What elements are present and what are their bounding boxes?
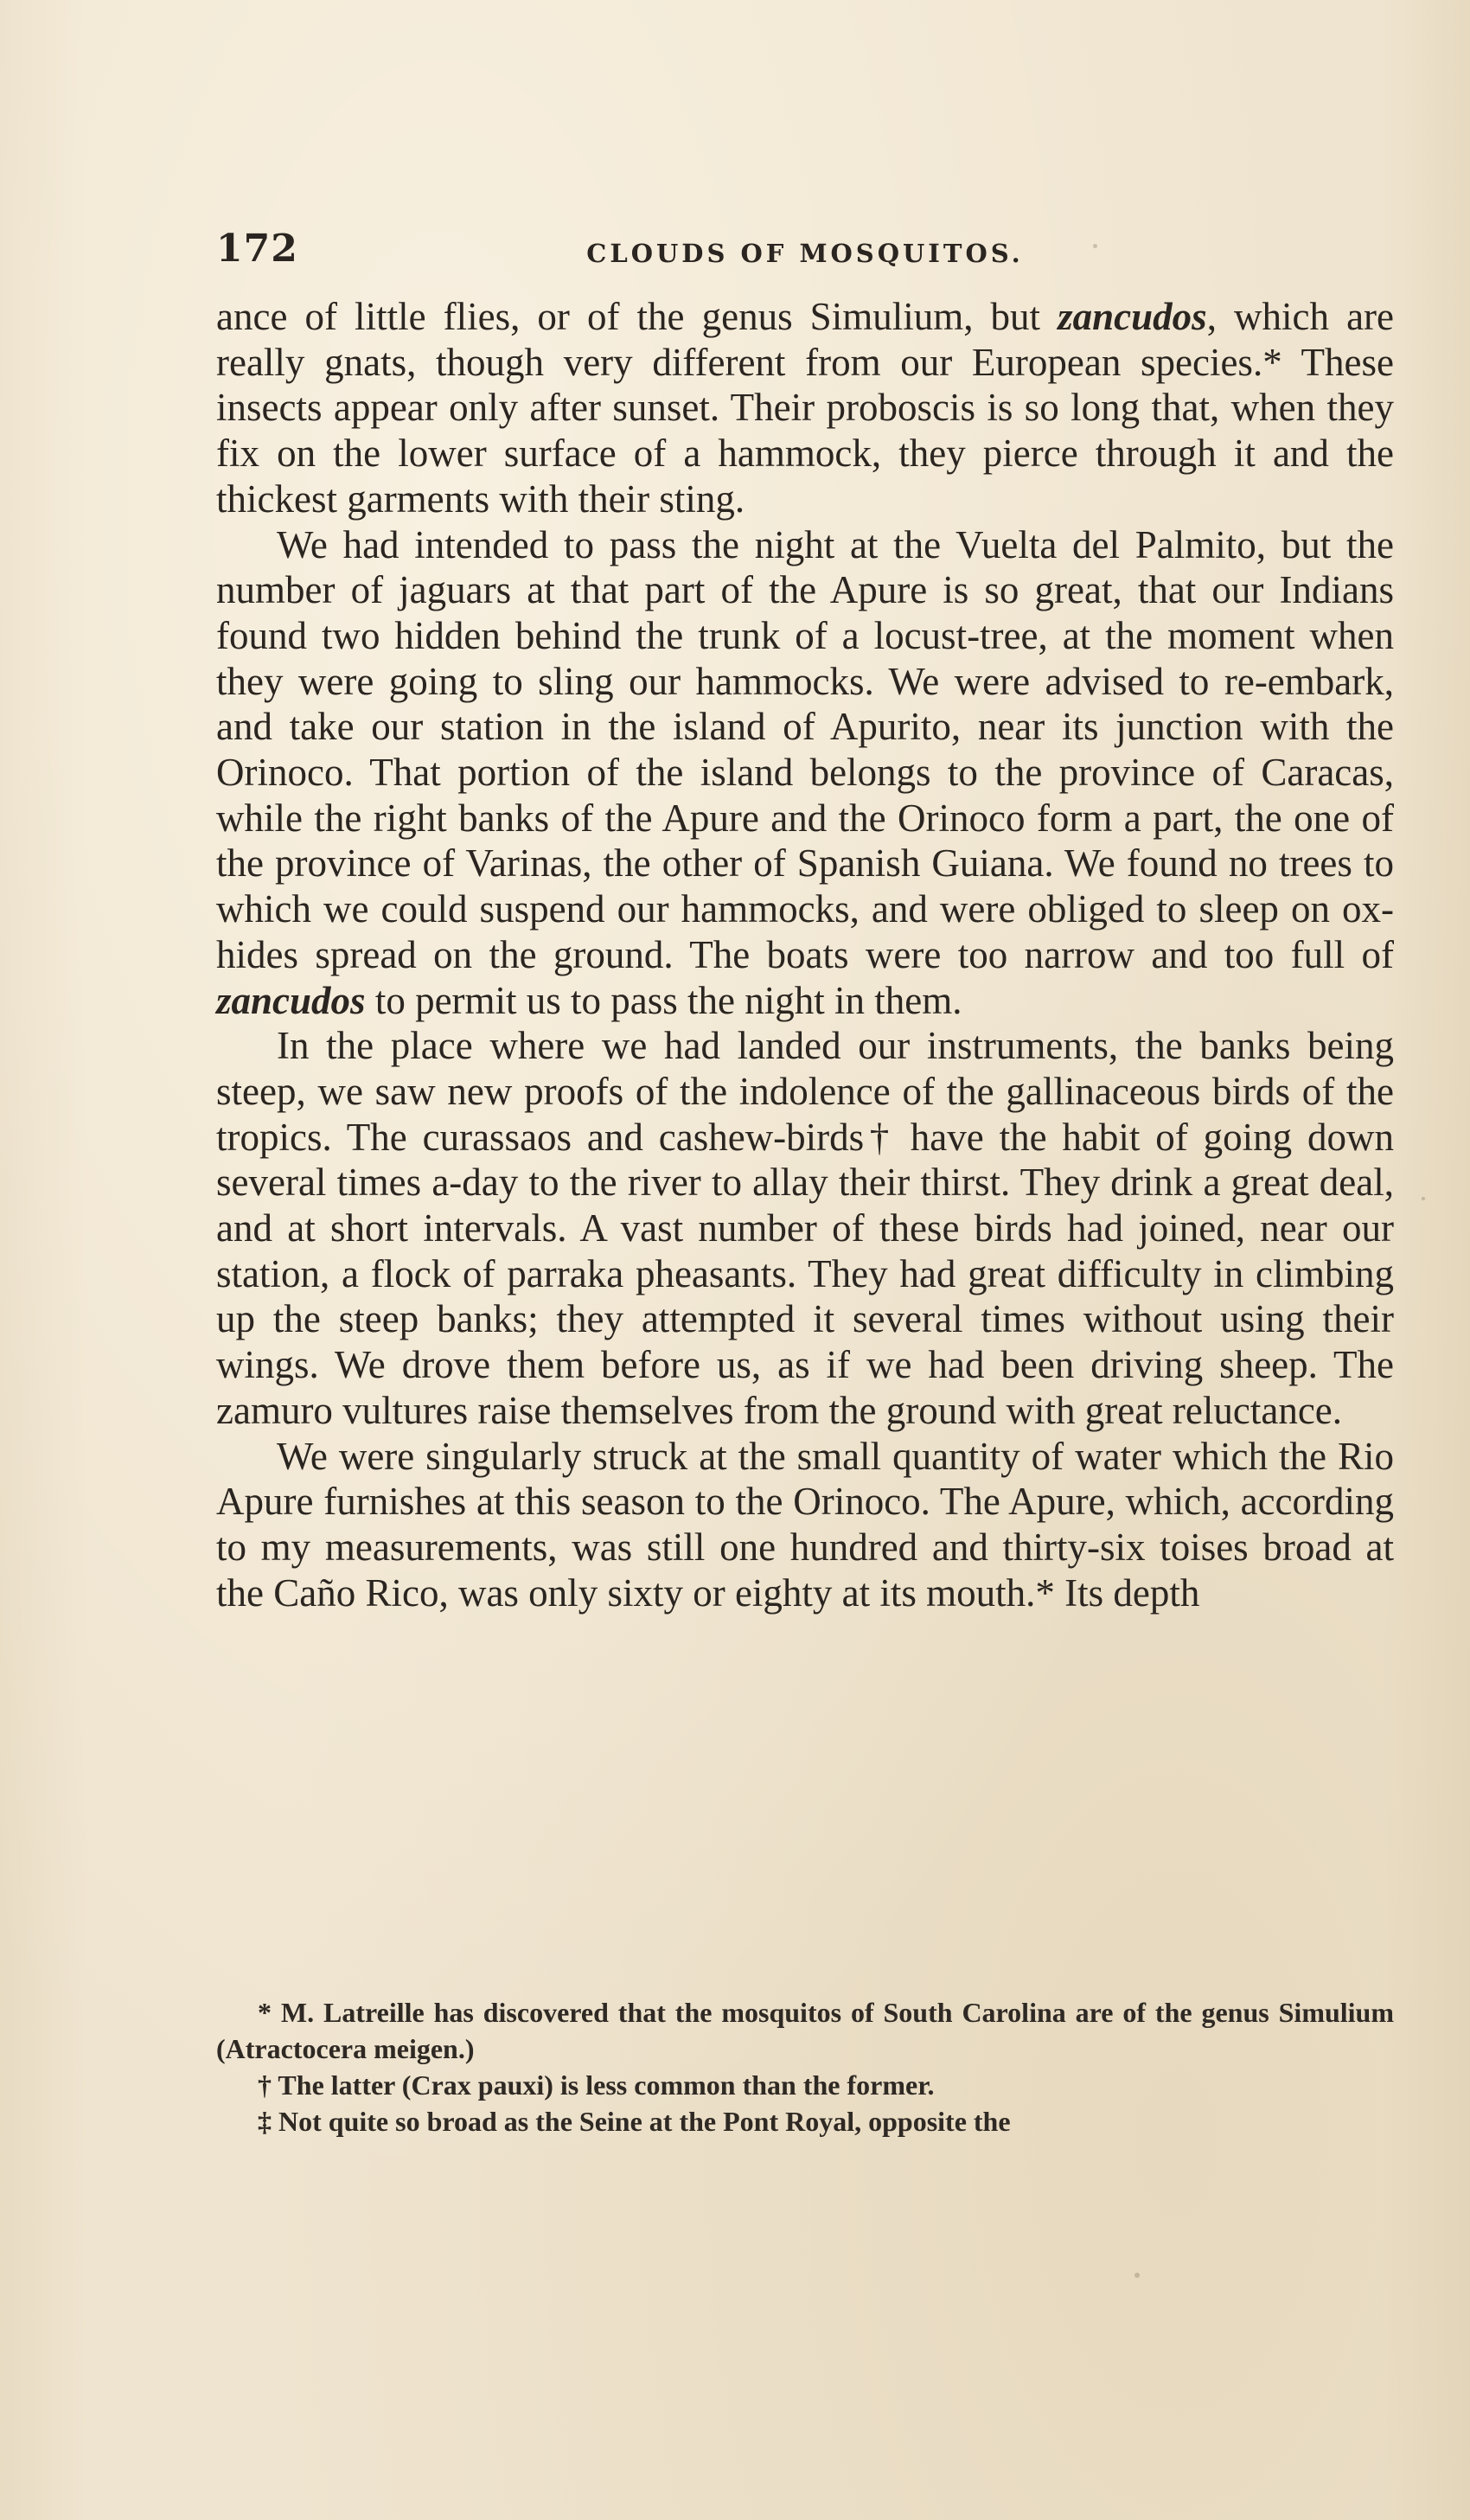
paper-speck	[1093, 244, 1097, 248]
paper-speck	[1422, 1197, 1425, 1200]
paragraph-4	[216, 1434, 1394, 1616]
text-segment: ance of little flies, or of the genus Simulium, but	[216, 295, 1058, 338]
paragraph-1	[216, 294, 1394, 522]
text-segment: We had intended to pass the night at the Vuelta del Palmito, but the number of jaguars at that part of the Apure is so great, that our Indians found two hidden behind the trunk of a locust-tree, at the moment when they were going to sling our hammocks. We were advised to re-embark, and take our station in the island of Apurito, near its junction with the Orinoco. That portion of the island belongs to the province of Caracas, while the right banks of the Apure and the Orinoco form a part, the one of the province of Varinas, the other of Spanish Guiana. We found no trees to which we could suspend our hammocks, and were obliged to sleep on ox-hides spread on the ground. The boats were too narrow and too full of	[216, 522, 1394, 976]
page-number: 172	[216, 227, 298, 271]
paragraph-3	[216, 1023, 1394, 1433]
text-segment: We were singularly struck at the small quantity of water which the Rio Apure furnishes at this season to the Orinoco. The Apure, which, according to my measurements, was still one hundred and thirty-six toises broad at the Caño Rico, was only sixty or eighty at its mouth.* Its depth	[216, 1434, 1394, 1615]
book-page	[216, 0, 1394, 2520]
paragraph-2	[216, 522, 1394, 1024]
chapter-running-title: CLOUDS OF MOSQUITOS.	[586, 239, 1024, 268]
footnote-3: ‡ Not quite so broad as the Seine at the Pont Royal, opposite the	[258, 2106, 1011, 2137]
paper-speck	[1134, 2273, 1140, 2278]
italic-term: zancudos	[1058, 295, 1207, 338]
text-segment: , which are really gnats, though very different from our European species.* These insects appear only after sunset. Their proboscis is so long that, when they fix on the lower surface of a hammock, they pierce through it and the thickest garments with their sting.	[216, 295, 1394, 521]
italic-term: zancudos	[216, 978, 366, 1022]
running-head	[216, 227, 1394, 278]
text-segment: to permit us to pass the night in them.	[365, 978, 962, 1022]
footnotes	[216, 1994, 1394, 2139]
body-text	[216, 294, 1394, 1615]
footnote-2: † The latter (Crax pauxi) is less common than the former.	[258, 2069, 935, 2101]
text-segment: In the place where we had landed our instruments, the banks being steep, we saw new proofs of the indolence of the gallinaceous birds of the tropics. The curassaos and cashew-birds† have the habit of going down several times a-day to the river to allay their thirst. They drink a great deal, and at short intervals. A vast number of these birds had joined, near our station, a flock of parraka pheasants. They had great difficulty in climbing up the steep banks; they attempted it several times without using their wings. We drove them before us, as if we had been driving sheep. The zamuro vultures raise themselves from the ground with great reluctance.	[216, 1024, 1394, 1432]
footnote-1: * M. Latreille has discovered that the mosquitos of South Carolina are of the genus Simulium (Atractocera meigen.)	[216, 1997, 1394, 2064]
